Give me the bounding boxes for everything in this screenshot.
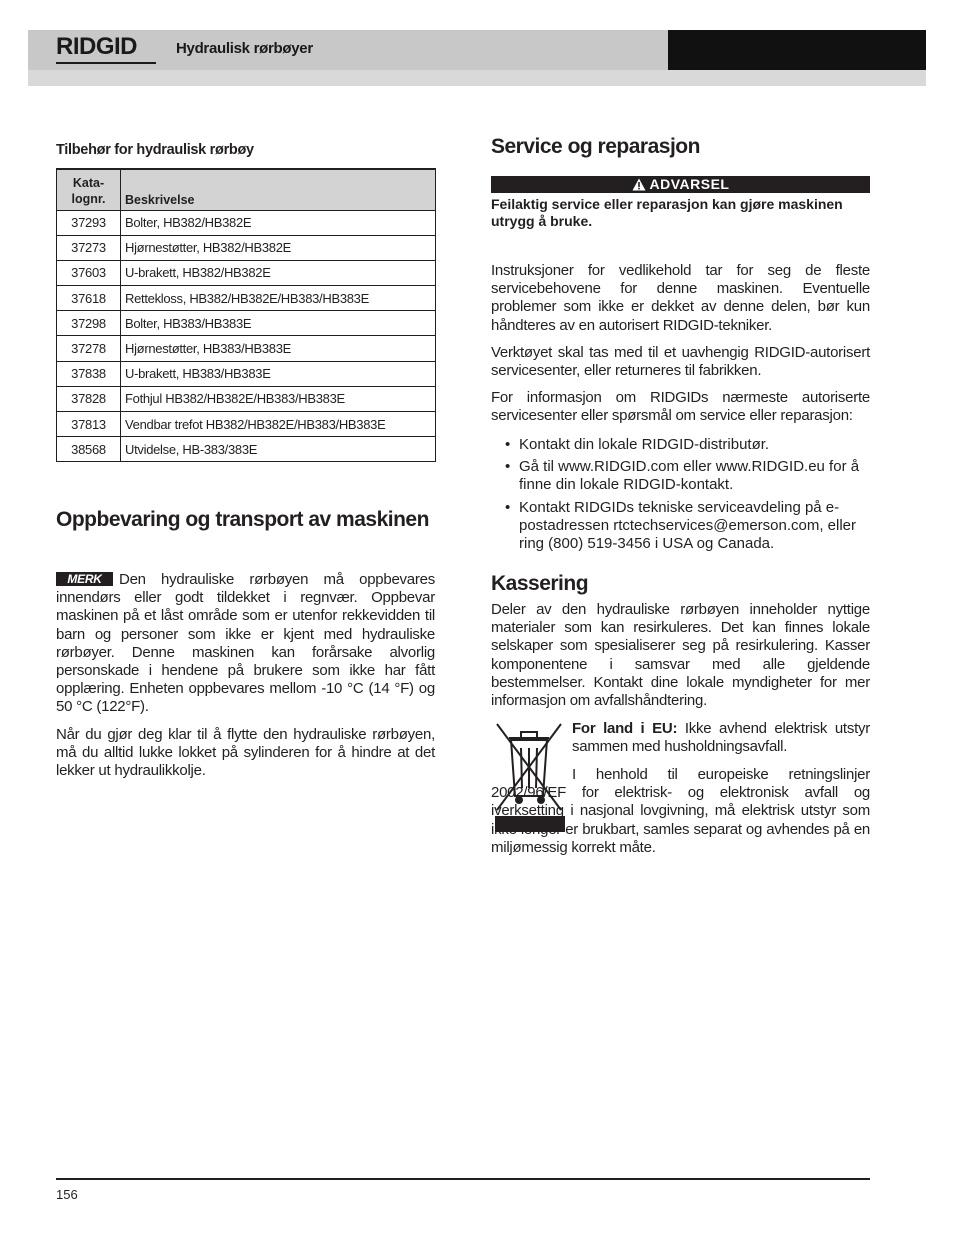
service-para-3: For informasjon om RIDGIDs nærmeste autoriserte servicesenter eller spørsmål om service eller reparasjon: [491, 389, 870, 425]
storage-note [56, 571, 435, 717]
warning-text: Feilaktig service eller reparasjon kan gjøre maskinen utrygg å bruke. [491, 196, 843, 229]
catalog-number-cell: 37298 [57, 311, 121, 336]
table-row [57, 336, 436, 361]
table-row [57, 412, 436, 437]
header-black-block [668, 30, 926, 70]
warning-label: ADVARSEL [649, 176, 730, 192]
table-row [57, 286, 436, 311]
description-cell: Hjørnestøtter, HB382/HB382E [121, 235, 436, 260]
description-cell: Utvidelse, HB-383/383E [121, 437, 436, 462]
description-cell: Bolter, HB382/HB382E [121, 210, 436, 235]
logo-underline [56, 62, 156, 64]
catalog-number-cell: 38568 [57, 437, 121, 462]
ridgid-logo: RIDGID [56, 33, 137, 60]
description-cell: U-brakett, HB382/HB382E [121, 260, 436, 285]
eu-label: For land i EU: [572, 720, 678, 737]
catalog-number-cell: 37273 [57, 235, 121, 260]
catalog-number-cell: 37603 [57, 260, 121, 285]
col-catalog-header: Kata- lognr. [57, 169, 121, 210]
storage-heading: Oppbevaring og transport av maskinen [56, 508, 429, 531]
service-para-2: Verktøyet skal tas med til et uavhengig RIDGID-autorisert servicesenter, eller returneres til fabrikken. [491, 344, 870, 380]
table-row [57, 311, 436, 336]
header-underbar [28, 70, 926, 86]
disposal-para-2: I henhold til europeiske retningslinjer 2002/96/EF for elektrisk- og elektronisk avfall og iverksetting i nasjonal lovgivning, må elektrisk utstyr som ikke lenger er brukbart, samles separat og avhendes på en miljømessig korrekt måte. [491, 766, 870, 856]
accessories-title: Tilbehør for hydraulisk rørbøy [56, 142, 254, 158]
list-item: • Gå til www.RIDGID.com eller www.RIDGID.eu for å finne din lokale RIDGID-kontakt. [505, 458, 860, 494]
list-item: • Kontakt din lokale RIDGID-distributør. [505, 436, 770, 453]
merk-badge: MERK [56, 572, 113, 586]
table-row [57, 361, 436, 386]
table-header-row [57, 169, 436, 210]
page-number: 156 [56, 1187, 78, 1202]
catalog-number-cell: 37813 [57, 412, 121, 437]
header-title: Hydraulisk rørbøyer [176, 40, 313, 57]
description-cell: Fothjul HB382/HB382E/HB383/HB383E [121, 386, 436, 411]
warning-bar [491, 176, 870, 193]
eu-text: Ikke avhend elektrisk utstyr sammen med husholdningsavfall. [572, 720, 870, 756]
col-description-header: Beskrivelse [121, 169, 436, 210]
table-row [57, 386, 436, 411]
catalog-number-cell: 37828 [57, 386, 121, 411]
storage-para-2: Når du gjør deg klar til å flytte den hydrauliske rørbøyen, må du alltid lukke lokket på sylinderen for å hindre at det lekker ut hydraulikkolje. [56, 726, 435, 780]
description-cell: Bolter, HB383/HB383E [121, 311, 436, 336]
list-item: • Kontakt RIDGIDs tekniske serviceavdeling på e-postadressen rtctechservices@emerson.com, eller ring (800) 519-3456 i USA og Canada. [505, 498, 857, 553]
description-cell: Hjørnestøtter, HB383/HB383E [121, 336, 436, 361]
service-bullet-list [491, 436, 870, 557]
eu-paragraph [572, 720, 870, 756]
description-cell: U-brakett, HB383/HB383E [121, 361, 436, 386]
catalog-number-cell: 37293 [57, 210, 121, 235]
description-cell: Rettekloss, HB382/HB382E/HB383/HB383E [121, 286, 436, 311]
table-row [57, 235, 436, 260]
accessories-table [56, 168, 436, 462]
disposal-para-1: Deler av den hydrauliske rørbøyen inneholder nyttige materialer som kan resirkuleres. Det kan finnes lokale selskaper som spesialiserer seg på resirkulering. Kasser komponentene i samsvar med alle gjeldende bestemmelser. Kontakt dine lokale myndigheter for mer informasjon om avfallshåndtering. [491, 601, 870, 710]
footer-rule [56, 1178, 870, 1180]
description-cell: Vendbar trefot HB382/HB382E/HB383/HB383E [121, 412, 436, 437]
storage-note-text: Den hydrauliske rørbøyen må oppbevares innendørs eller godt tildekket i regnvær. Oppbevar maskinen på et låst område som er utenfor rekkevidden til barn og personer som ikke er kjent med hydrauliske rørbøyer. Denne maskinen kan forårsake alvorlig personskade i hendene på brukere som ikke har fått opplæring. Enheten oppbevares mellom -10 °C (14 °F) og 50 °C (122°F). [56, 571, 435, 716]
service-para-1: Instruksjoner for vedlikehold tar for seg de fleste servicebehovene for denne maskinen. Eventuelle problemer som ikke er dekket av denne delen, bør kun håndteres av en autorisert RIDGID-tekniker. [491, 262, 870, 334]
table-row [57, 210, 436, 235]
table-row [57, 260, 436, 285]
warning-triangle-icon [632, 178, 646, 191]
catalog-number-cell: 37838 [57, 361, 121, 386]
service-heading: Service og reparasjon [491, 135, 700, 158]
disposal-heading: Kassering [491, 572, 589, 595]
catalog-number-cell: 37618 [57, 286, 121, 311]
table-row [57, 437, 436, 462]
catalog-number-cell: 37278 [57, 336, 121, 361]
